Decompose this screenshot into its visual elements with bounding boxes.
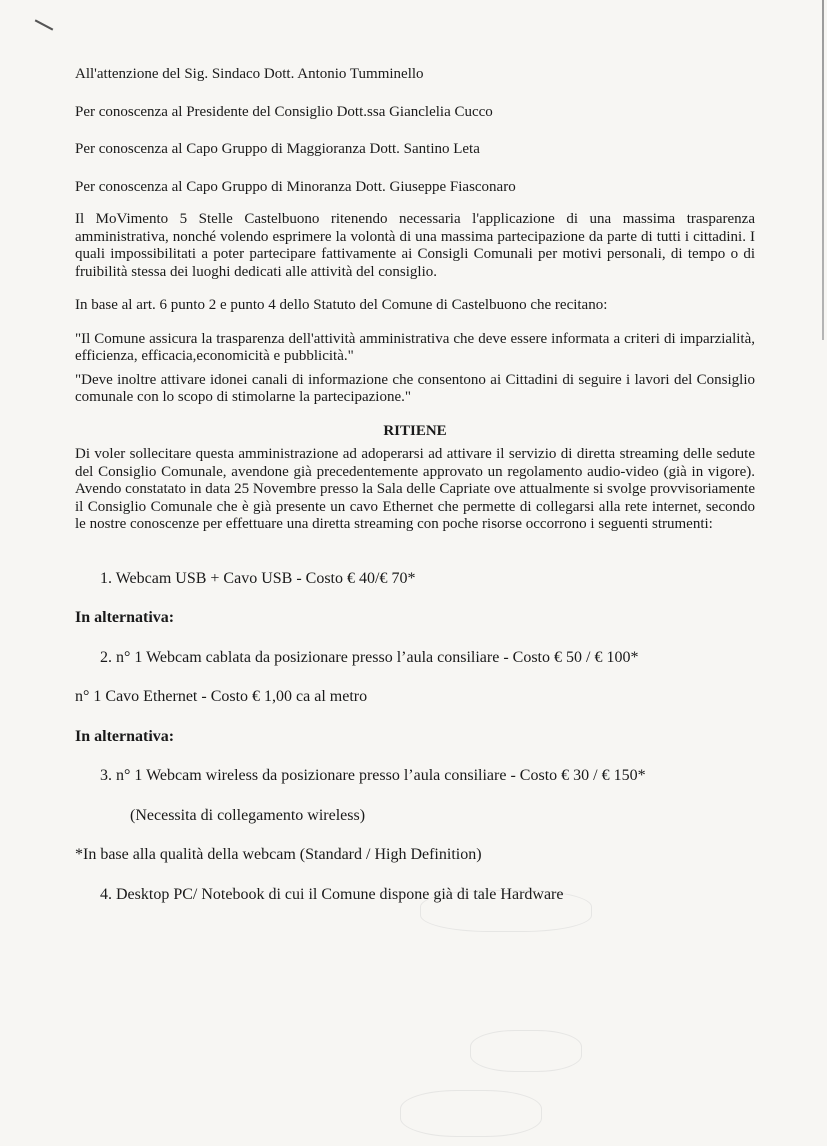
intro-paragraph: Il MoVimento 5 Stelle Castelbuono ritenendo necessaria l'applicazione di una massima trasparenza amministrativa, nonché volendo esprimere la volontà di una massima partecipazione da parte di tutti i cittadini. I quali impossibilitati a poter partecipare fattivamente ai Consigli Comunali per motivi personali, di tempo o di fruibilità stessa dei luoghi dedicati alle attività del consiglio. [75,211,755,280]
document-body [75,66,755,903]
statute-reference: In base al art. 6 punto 2 e punto 4 dello Statuto del Comune di Castelbuono che recitano: [75,297,608,313]
addressee-minority: Per conoscenza al Capo Gruppo di Minoranza Dott. Giuseppe Fiasconaro [75,178,516,195]
list-item-2: 2. n° 1 Webcam cablata da posizionare presso l’aula consiliare - Costo € 50 / € 100* [100,648,639,666]
statute-quote-2: "Deve inoltre attivare idonei canali di informazione che consentono ai Cittadini di seguire i lavori del Consiglio comunale con lo scopo di stimolarne la partecipazione." [75,371,755,405]
alternative-label-1: In alternativa: [75,609,175,626]
ethernet-cable-line: n° 1 Cavo Ethernet - Costo € 1,00 ca al metro [75,688,368,705]
list-item-3: 3. n° 1 Webcam wireless da posizionare presso l’aula consiliare - Costo € 30 / € 150* [100,767,646,784]
request-paragraph: Di voler sollecitare questa amministrazione ad adoperarsi ad attivare il servizio di diretta streaming delle sedute del Consiglio Comunale, avendone già precedentemente approvato un regolamento audio-video (già in vigore). Avendo constatato in data 25 Novembre presso la Sala delle Capriate ove attualmente si svolge provvisoriamente il Consiglio Comunale che è già presente un cavo Ethernet che permette di collegarsi alla rete internet, secondo le nostre conoscenze per effettuare una diretta streaming con poche risorse occorrono i seguenti strumenti: [75,446,755,532]
scan-edge [822,0,824,340]
list-item-1: 1. Webcam USB + Cavo USB - Costo € 40/€ 70* [100,569,416,587]
addressee-mayor: All'attenzione del Sig. Sindaco Dott. Antonio Tumminello [75,66,424,82]
addressee-president: Per conoscenza al Presidente del Consiglio Dott.ssa Gianclelia Cucco [75,103,493,120]
section-title: RITIENE [383,422,447,439]
list-item-3-note: (Necessita di collegamento wireless) [130,806,366,824]
scan-mark [35,19,54,30]
footnote: *In base alla qualità della webcam (Standard / High Definition) [75,846,482,863]
statute-quote-1: "Il Comune assicura la trasparenza dell'attività amministrativa che deve essere informata a criteri di imparzialità, efficienza, efficacia,economicità e pubblicità." [75,330,755,364]
alternative-label-2: In alternativa: [75,727,175,745]
list-item-4: 4. Desktop PC/ Notebook di cui il Comune dispone già di tale Hardware [100,885,564,903]
addressee-majority: Per conoscenza al Capo Gruppo di Maggioranza Dott. Santino Leta [75,141,480,157]
